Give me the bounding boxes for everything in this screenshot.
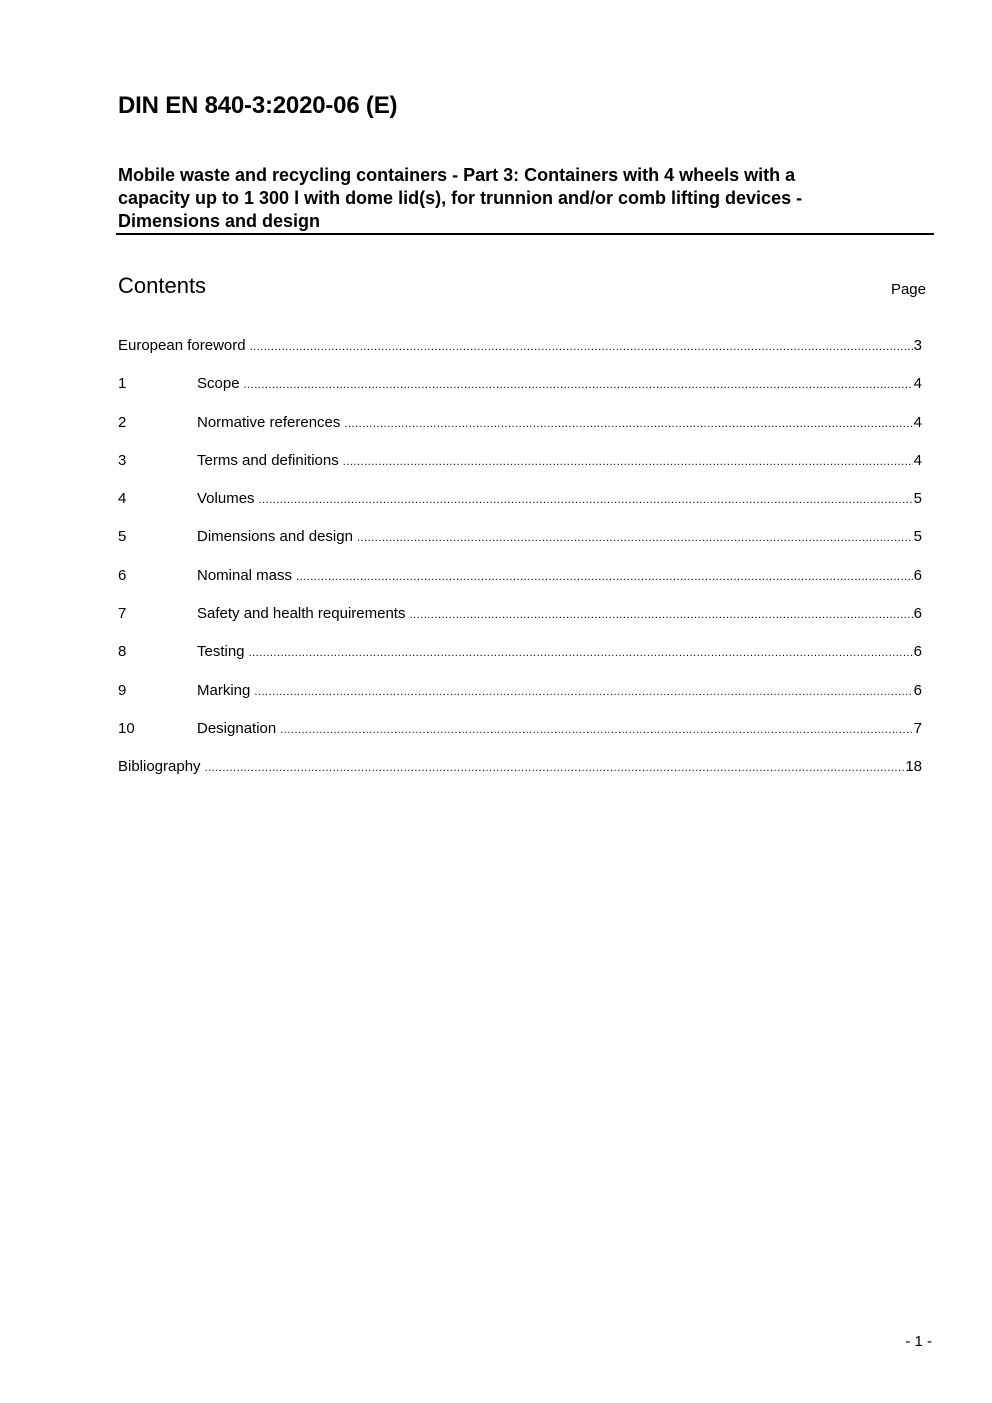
toc-leader-dots (205, 762, 905, 774)
toc-entry-number: 6 (118, 566, 127, 584)
toc-entry-page: 6 (913, 643, 922, 661)
toc-leader-dots (344, 418, 912, 430)
toc-entry-label: Scope (197, 375, 240, 393)
toc-entry-label: European foreword (118, 337, 246, 354)
toc-entry-bibliography[interactable] (118, 758, 922, 796)
toc-entry-label: Nominal mass (197, 566, 293, 584)
toc-leader-dots (343, 456, 913, 468)
contents-heading: Contents (118, 273, 207, 298)
toc-entry-label: Terms and definitions (197, 451, 339, 469)
toc-entry-label: Dimensions and design (197, 528, 353, 546)
toc-leader-dots (409, 609, 912, 621)
toc-leader-dots (254, 686, 912, 698)
toc-entry-terms-and-definitions[interactable] (118, 452, 922, 490)
toc-entry-testing[interactable] (118, 643, 922, 681)
toc-entry-page: 4 (913, 451, 922, 469)
toc-leader-dots (296, 571, 913, 583)
toc-entry-designation[interactable] (118, 720, 922, 758)
toc-entry-dimensions-and-design[interactable] (118, 528, 922, 566)
page-column-label: Page (890, 281, 926, 298)
toc-leader-dots (259, 494, 913, 506)
toc-entry-number: 9 (118, 681, 127, 699)
document-title-line: Dimensions and design (118, 211, 321, 231)
document-title-line: Mobile waste and recycling containers - Part 3: Containers with 4 wheels with a (118, 165, 796, 185)
toc-entry-marking[interactable] (118, 682, 922, 720)
toc-entry-page: 5 (913, 490, 922, 508)
toc-entry-label: Bibliography (118, 758, 201, 776)
toc-entry-number: 3 (118, 451, 127, 469)
toc-entry-safety-and-health-requirements[interactable] (118, 605, 922, 643)
toc-entry-label: Volumes (197, 490, 255, 508)
document-id: DIN EN 840-3:2020-06 (E) (118, 92, 398, 119)
toc-entry-nominal-mass[interactable] (118, 567, 922, 605)
toc-entry-label: Testing (197, 643, 245, 661)
table-of-contents (118, 337, 922, 797)
document-title-line: capacity up to 1 300 l with dome lid(s), for trunnion and/or comb lifting devices - (118, 188, 803, 208)
toc-entry-european-foreword[interactable] (118, 337, 922, 375)
toc-entry-page: 6 (913, 605, 922, 623)
toc-entry-scope[interactable] (118, 375, 922, 413)
document-title (118, 164, 908, 233)
toc-entry-page: 6 (913, 681, 922, 699)
toc-entry-label: Designation (197, 719, 277, 737)
toc-entry-number: 5 (118, 528, 127, 546)
toc-entry-label: Safety and health requirements (197, 605, 406, 623)
toc-entry-page: 4 (913, 413, 922, 431)
toc-entry-label: Normative references (197, 413, 341, 431)
page-number: - 1 - (905, 1333, 932, 1350)
toc-entry-page: 7 (913, 719, 922, 737)
toc-entry-page: 6 (913, 566, 922, 584)
toc-leader-dots (357, 532, 913, 544)
title-divider (116, 233, 934, 235)
toc-entry-number: 10 (118, 719, 135, 737)
toc-leader-dots (280, 724, 912, 736)
toc-leader-dots (249, 647, 913, 659)
toc-entry-number: 1 (118, 375, 127, 393)
toc-entry-page: 4 (913, 375, 922, 393)
toc-entry-number: 7 (118, 605, 127, 623)
toc-entry-page: 5 (913, 528, 922, 546)
toc-entry-page: 18 (905, 758, 922, 776)
toc-leader-dots (244, 379, 913, 391)
toc-entry-number: 8 (118, 643, 127, 661)
toc-entry-volumes[interactable] (118, 490, 922, 528)
toc-entry-number: 2 (118, 413, 127, 431)
toc-leader-dots (250, 341, 913, 353)
toc-entry-number: 4 (118, 490, 127, 508)
toc-entry-page: 3 (913, 337, 922, 354)
toc-entry-label: Marking (197, 681, 251, 699)
toc-entry-normative-references[interactable] (118, 414, 922, 452)
